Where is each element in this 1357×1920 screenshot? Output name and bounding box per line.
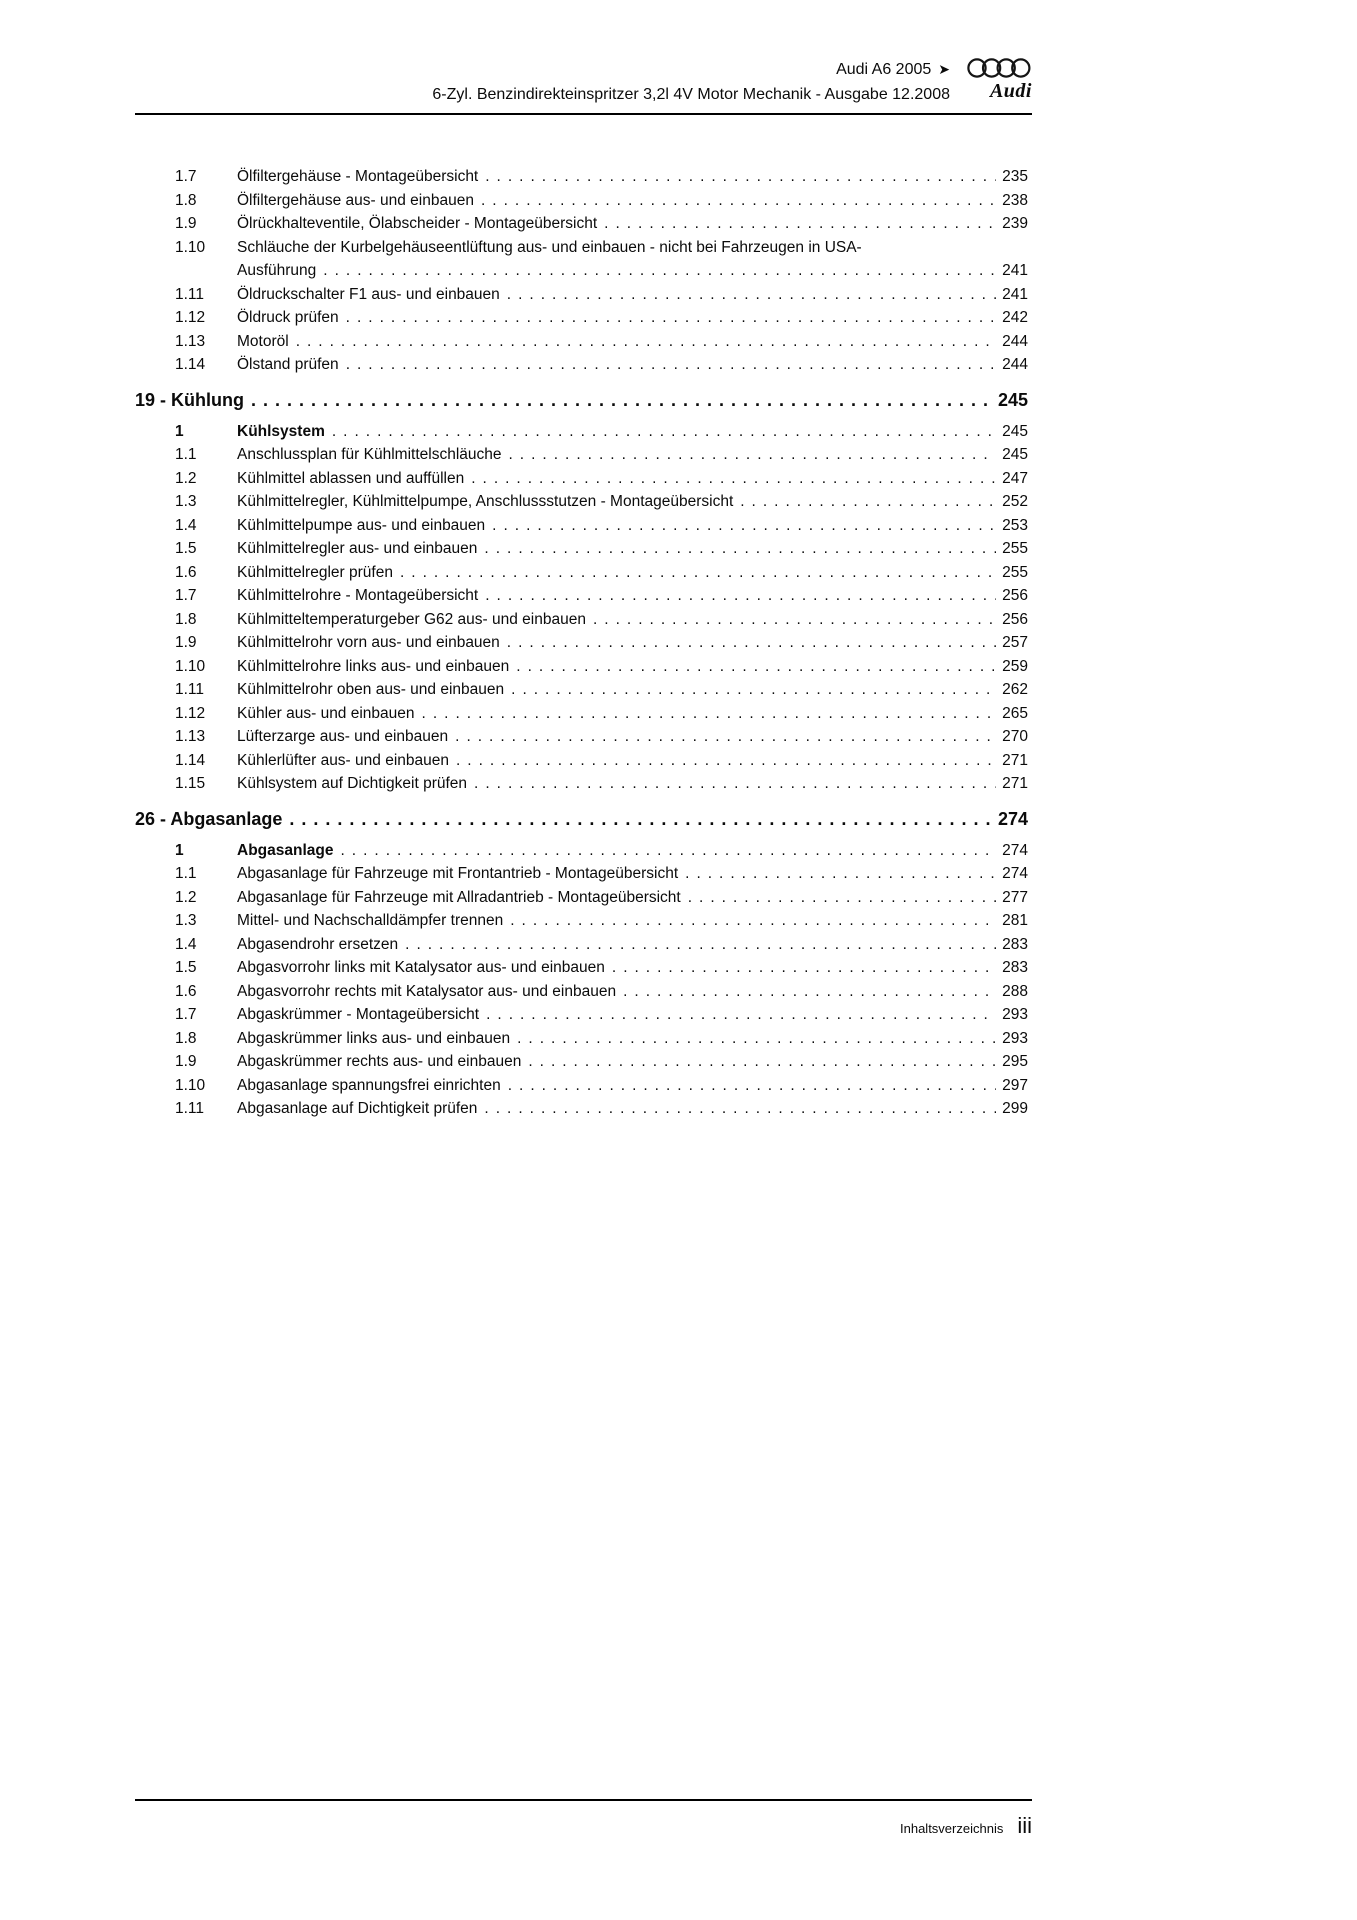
toc-entry (175, 514, 1028, 538)
toc-entry (175, 839, 1028, 863)
entry-page: 256 (1002, 587, 1028, 604)
entry-body (237, 655, 1028, 679)
entry-title: Kühlmittel ablassen und auffüllen (237, 469, 465, 487)
entry-body (237, 886, 1028, 910)
entry-title: Abgasanlage (237, 841, 334, 859)
entry-number: 1.1 (175, 865, 197, 882)
arrow-right-icon: ➤ (938, 61, 950, 77)
toc-entry (175, 702, 1028, 726)
entry-body (237, 678, 1028, 702)
dot-leader (612, 956, 996, 980)
toc-section-heading (135, 387, 1028, 413)
entry-lastline (237, 886, 1028, 910)
entry-lastline (237, 1003, 1028, 1027)
entry-lastline (237, 467, 1028, 491)
dot-leader (528, 1050, 996, 1074)
entry-number: 1.4 (175, 935, 197, 953)
dot-leader (593, 608, 996, 632)
entry-page: 274 (1002, 865, 1028, 882)
toc-entry (175, 980, 1028, 1004)
dot-leader (346, 306, 996, 330)
dot-leader (492, 514, 996, 538)
entry-title: Abgasendrohr ersetzen (237, 935, 399, 953)
entry-page: 295 (1002, 1053, 1028, 1070)
dot-leader (340, 839, 996, 863)
dot-leader (623, 980, 996, 1004)
entry-lastline (237, 420, 1028, 444)
entry-page: 297 (1002, 1076, 1028, 1094)
entry-title: Abgasanlage auf Dichtigkeit prüfen (237, 1100, 478, 1117)
section-page: 274 (997, 808, 1028, 829)
entry-title: Abgaskrümmer links aus- und einbauen (237, 1029, 511, 1047)
toc-entry (175, 725, 1028, 749)
dot-leader (485, 165, 996, 189)
toc-entry (175, 330, 1028, 354)
dot-leader (474, 772, 996, 796)
entry-lastline (237, 561, 1028, 585)
entry-body (237, 236, 1028, 283)
entry-lastline (237, 956, 1028, 980)
toc-entry (175, 655, 1028, 679)
toc-entry (175, 608, 1028, 632)
entry-page: 271 (1002, 751, 1028, 769)
entry-title: Kühlmitteltemperaturgeber G62 aus- und einbauen (237, 610, 586, 628)
entry-title: Kühlerlüfter aus- und einbauen (237, 751, 449, 769)
dot-leader (509, 443, 997, 467)
dot-leader (517, 1027, 996, 1051)
entry-page: 235 (1002, 168, 1028, 185)
dot-leader (455, 725, 996, 749)
entry-lastline (237, 330, 1028, 354)
entry-lastline (237, 980, 1028, 1004)
entry-lastline (237, 749, 1028, 773)
dot-leader (332, 420, 996, 444)
entry-page: 277 (1002, 888, 1028, 906)
entry-number: 1 (175, 841, 184, 859)
entry-number: 1.4 (175, 516, 197, 534)
entry-body (237, 1074, 1028, 1098)
entry-body (237, 330, 1028, 354)
entry-body (237, 306, 1028, 330)
toc-entry (175, 749, 1028, 773)
entry-page: 245 (1002, 422, 1028, 440)
entry-lastline (237, 933, 1028, 957)
entry-number: 1.10 (175, 657, 206, 675)
entry-body (237, 514, 1028, 538)
dot-leader (481, 189, 996, 213)
entry-page: 299 (1002, 1100, 1028, 1117)
entry-lastline (237, 862, 1028, 886)
entry-number: 1.9 (175, 1053, 197, 1070)
toc-entry (175, 584, 1028, 608)
toc-entry (175, 165, 1028, 189)
entry-title: Kühlsystem auf Dichtigkeit prüfen (237, 775, 468, 792)
entry-lastline (237, 1027, 1028, 1051)
toc-entry (175, 1074, 1028, 1098)
dot-leader (296, 330, 996, 354)
toc-entry (175, 236, 1028, 283)
dot-leader (484, 537, 996, 561)
dot-leader (289, 806, 992, 832)
toc-entry (175, 283, 1028, 307)
entry-number: 1 (175, 422, 184, 440)
footer-page-number: iii (1017, 1813, 1032, 1838)
entry-number: 1.7 (175, 1006, 197, 1023)
entry-number: 1.6 (175, 982, 197, 1000)
entry-lastline (237, 514, 1028, 538)
entry-body (237, 1097, 1028, 1121)
entry-title: Ölstand prüfen (237, 356, 339, 373)
entry-body (237, 956, 1028, 980)
entry-body (237, 839, 1028, 863)
entry-page: 262 (1002, 681, 1028, 698)
toc-entry (175, 1027, 1028, 1051)
entry-page: 270 (1002, 728, 1028, 745)
entry-number: 1.7 (175, 168, 197, 185)
entry-lastline (237, 1074, 1028, 1098)
dot-leader (422, 702, 997, 726)
dot-leader (604, 212, 996, 236)
entry-body (237, 443, 1028, 467)
toc-entry (175, 467, 1028, 491)
entry-title: Öldruck prüfen (237, 309, 339, 326)
entry-number: 1.8 (175, 610, 197, 628)
entry-number: 1.12 (175, 309, 206, 326)
footer-divider (135, 1799, 1032, 1801)
entry-number: 1.9 (175, 215, 197, 232)
entry-title: Öldruckschalter F1 aus- und einbauen (237, 285, 500, 303)
entry-page: 255 (1002, 563, 1028, 581)
entry-body (237, 189, 1028, 213)
entry-number: 1.10 (175, 1076, 206, 1094)
entry-title: Kühlmittelregler prüfen (237, 563, 393, 581)
entry-body (237, 165, 1028, 189)
toc-entry (175, 1097, 1028, 1121)
audi-rings-icon (966, 56, 1032, 80)
entry-number: 1.11 (175, 1100, 205, 1117)
dot-leader (685, 862, 996, 886)
entry-title: Abgasanlage für Fahrzeuge mit Allradantrieb - Montageübersicht (237, 888, 681, 906)
dot-leader (400, 561, 996, 585)
entry-title: Kühlmittelrohre - Montageübersicht (237, 587, 479, 604)
entry-page: 253 (1002, 516, 1028, 534)
dot-leader (405, 933, 996, 957)
entry-title: Anschlussplan für Kühlmittelschläuche (237, 446, 502, 463)
entry-page: 281 (1002, 912, 1028, 929)
toc-entry (175, 212, 1028, 236)
entry-lastline (237, 443, 1028, 467)
entry-number: 1.12 (175, 704, 206, 722)
toc-entry (175, 631, 1028, 655)
entry-body (237, 608, 1028, 632)
entry-lastline (237, 306, 1028, 330)
entry-lastline (237, 655, 1028, 679)
entry-lastline (237, 702, 1028, 726)
entry-number: 1.11 (175, 681, 205, 698)
entry-lastline (237, 1097, 1028, 1121)
entry-title: Kühlmittelpumpe aus- und einbauen (237, 516, 486, 534)
entry-number: 1.8 (175, 191, 197, 209)
dot-leader (507, 631, 996, 655)
entry-title: Ölrückhalteventile, Ölabscheider - Montageübersicht (237, 215, 598, 232)
entry-page: 259 (1002, 657, 1028, 675)
entry-title: Abgasanlage für Fahrzeuge mit Frontantrieb - Montageübersicht (237, 865, 679, 882)
entry-body (237, 909, 1028, 933)
entry-lastline (237, 608, 1028, 632)
dot-leader (688, 886, 996, 910)
entry-number: 1.1 (175, 446, 197, 463)
entry-page: 257 (1002, 634, 1028, 651)
header-subtitle: 6-Zyl. Benzindirekteinspritzer 3,2l 4V Motor Mechanik - Ausgabe 12.2008 (432, 86, 950, 103)
entry-lastline (237, 725, 1028, 749)
entry-number: 1.13 (175, 728, 206, 745)
footer-line (135, 1815, 1032, 1837)
entry-page: 293 (1002, 1006, 1028, 1023)
entry-page: 244 (1002, 332, 1028, 350)
entry-lastline (237, 283, 1028, 307)
dot-leader (251, 387, 992, 413)
entry-lastline (237, 165, 1028, 189)
page-header (135, 56, 1032, 106)
entry-title: Ölfiltergehäuse - Montageübersicht (237, 168, 479, 185)
toc-entry (175, 933, 1028, 957)
entry-number: 1.2 (175, 888, 197, 906)
model-title: Audi A6 2005 (836, 61, 932, 78)
page-footer (0, 1799, 1357, 1837)
entry-title-line: Schläuche der Kurbelgehäuseentlüftung aus- und einbauen - nicht bei Fahrzeugen in USA- (237, 238, 862, 256)
section-page: 245 (997, 389, 1028, 410)
entry-lastline (237, 909, 1028, 933)
entry-title: Lüfterzarge aus- und einbauen (237, 728, 449, 745)
entry-body (237, 702, 1028, 726)
entry-title: Motoröl (237, 332, 289, 350)
entry-body (237, 1050, 1028, 1074)
audi-wordmark: Audi (989, 80, 1032, 102)
dot-leader (511, 678, 996, 702)
entry-title: Abgasvorrohr rechts mit Katalysator aus- und einbauen (237, 982, 617, 1000)
header-text (432, 56, 950, 106)
entry-title: Kühler aus- und einbauen (237, 704, 415, 722)
toc-section (175, 165, 1028, 377)
entry-number: 1.3 (175, 493, 197, 510)
entry-lastline (237, 584, 1028, 608)
entry-page: 274 (1002, 841, 1028, 859)
entry-number: 1.15 (175, 775, 206, 792)
entry-title: Abgaskrümmer rechts aus- und einbauen (237, 1053, 522, 1070)
entry-lastline (237, 678, 1028, 702)
entry-body (237, 772, 1028, 796)
entry-title: Kühlsystem (237, 422, 325, 440)
entry-lastline (237, 839, 1028, 863)
entry-number: 1.13 (175, 332, 206, 350)
entry-body (237, 490, 1028, 514)
toc-entry (175, 420, 1028, 444)
entry-title: Kühlmittelregler, Kühlmittelpumpe, Anschlussstutzen - Montageübersicht (237, 493, 734, 510)
entry-body (237, 862, 1028, 886)
footer-label: Inhaltsverzeichnis (900, 1821, 1004, 1836)
dot-leader (456, 749, 996, 773)
entry-body (237, 212, 1028, 236)
entry-body (237, 631, 1028, 655)
dot-leader (516, 655, 996, 679)
entry-title: Abgaskrümmer - Montageübersicht (237, 1006, 480, 1023)
entry-title: Abgasvorrohr links mit Katalysator aus- und einbauen (237, 959, 605, 976)
entry-body (237, 980, 1028, 1004)
section-title: 19 - Kühlung (135, 389, 244, 410)
toc-entry (175, 862, 1028, 886)
entry-body (237, 725, 1028, 749)
entry-body (237, 584, 1028, 608)
entry-number: 1.9 (175, 634, 197, 651)
toc-entry (175, 443, 1028, 467)
entry-page: 244 (1002, 356, 1028, 373)
audi-logo (966, 56, 1032, 101)
dot-leader (510, 909, 996, 933)
entry-lastline (237, 189, 1028, 213)
toc-section-heading (135, 806, 1028, 832)
toc-entry (175, 353, 1028, 377)
dot-leader (471, 467, 996, 491)
entry-page: 239 (1002, 215, 1028, 232)
entry-number: 1.6 (175, 563, 197, 581)
toc-entry (175, 909, 1028, 933)
header-divider (135, 113, 1032, 115)
entry-number: 1.8 (175, 1029, 197, 1047)
entry-number: 1.14 (175, 356, 206, 373)
entry-body (237, 561, 1028, 585)
toc-entry (175, 1050, 1028, 1074)
entry-page: 288 (1002, 982, 1028, 1000)
entry-page: 242 (1002, 309, 1028, 326)
entry-body (237, 283, 1028, 307)
toc-entry (175, 537, 1028, 561)
header-model-line (432, 58, 950, 81)
dot-leader (508, 1074, 996, 1098)
entry-title: Kühlmittelrohr vorn aus- und einbauen (237, 634, 500, 651)
entry-title: Kühlmittelrohr oben aus- und einbauen (237, 681, 505, 698)
entry-title: Ausführung (237, 262, 317, 279)
entry-lastline (237, 212, 1028, 236)
toc-section (135, 806, 1028, 1121)
entry-page: 247 (1002, 469, 1028, 487)
entry-page: 252 (1002, 493, 1028, 510)
entry-lastline (237, 1050, 1028, 1074)
entry-page: 245 (1002, 446, 1028, 463)
section-title: 26 - Abgasanlage (135, 808, 283, 829)
entry-page: 293 (1002, 1029, 1028, 1047)
entry-number: 1.5 (175, 540, 197, 557)
entry-body (237, 537, 1028, 561)
toc-entry (175, 1003, 1028, 1027)
entry-number: 1.3 (175, 912, 197, 929)
entry-page: 241 (1002, 285, 1028, 303)
entry-lastline (237, 259, 1028, 283)
entry-number: 1.7 (175, 587, 197, 604)
dot-leader (323, 259, 996, 283)
entry-number: 1.11 (175, 285, 205, 303)
entry-page: 256 (1002, 610, 1028, 628)
toc-entry (175, 490, 1028, 514)
entry-lastline (237, 490, 1028, 514)
entry-lastline (237, 353, 1028, 377)
toc-entry (175, 886, 1028, 910)
entry-lastline (237, 631, 1028, 655)
dot-leader (485, 584, 996, 608)
entry-body (237, 353, 1028, 377)
entry-title: Kühlmittelregler aus- und einbauen (237, 540, 478, 557)
toc-entry (175, 678, 1028, 702)
entry-page: 241 (1002, 262, 1028, 279)
entry-body (237, 1003, 1028, 1027)
entry-page: 271 (1002, 775, 1028, 792)
toc-section (135, 387, 1028, 796)
entry-page: 238 (1002, 191, 1028, 209)
dot-leader (740, 490, 996, 514)
entry-number: 1.10 (175, 238, 206, 256)
entry-body (237, 467, 1028, 491)
toc (135, 165, 1028, 1121)
entry-title: Kühlmittelrohre links aus- und einbauen (237, 657, 510, 675)
entry-body (237, 420, 1028, 444)
dot-leader (346, 353, 996, 377)
entry-page: 255 (1002, 540, 1028, 557)
entry-title: Ölfiltergehäuse aus- und einbauen (237, 191, 474, 209)
dot-leader (507, 283, 996, 307)
toc-entry (175, 306, 1028, 330)
entry-page: 265 (1002, 704, 1028, 722)
entry-page: 283 (1002, 959, 1028, 976)
entry-number: 1.14 (175, 751, 206, 769)
entry-body (237, 1027, 1028, 1051)
entry-title: Mittel- und Nachschalldämpfer trennen (237, 912, 504, 929)
toc-entry (175, 772, 1028, 796)
toc-entry (175, 561, 1028, 585)
toc-entry (175, 189, 1028, 213)
toc-entry (175, 956, 1028, 980)
entry-body (237, 933, 1028, 957)
entry-body (237, 749, 1028, 773)
entry-page: 283 (1002, 935, 1028, 953)
entry-lastline (237, 537, 1028, 561)
entry-lastline (237, 772, 1028, 796)
entry-number: 1.2 (175, 469, 197, 487)
entry-number: 1.5 (175, 959, 197, 976)
dot-leader (484, 1097, 996, 1121)
entry-title: Abgasanlage spannungsfrei einrichten (237, 1076, 501, 1094)
dot-leader (486, 1003, 996, 1027)
